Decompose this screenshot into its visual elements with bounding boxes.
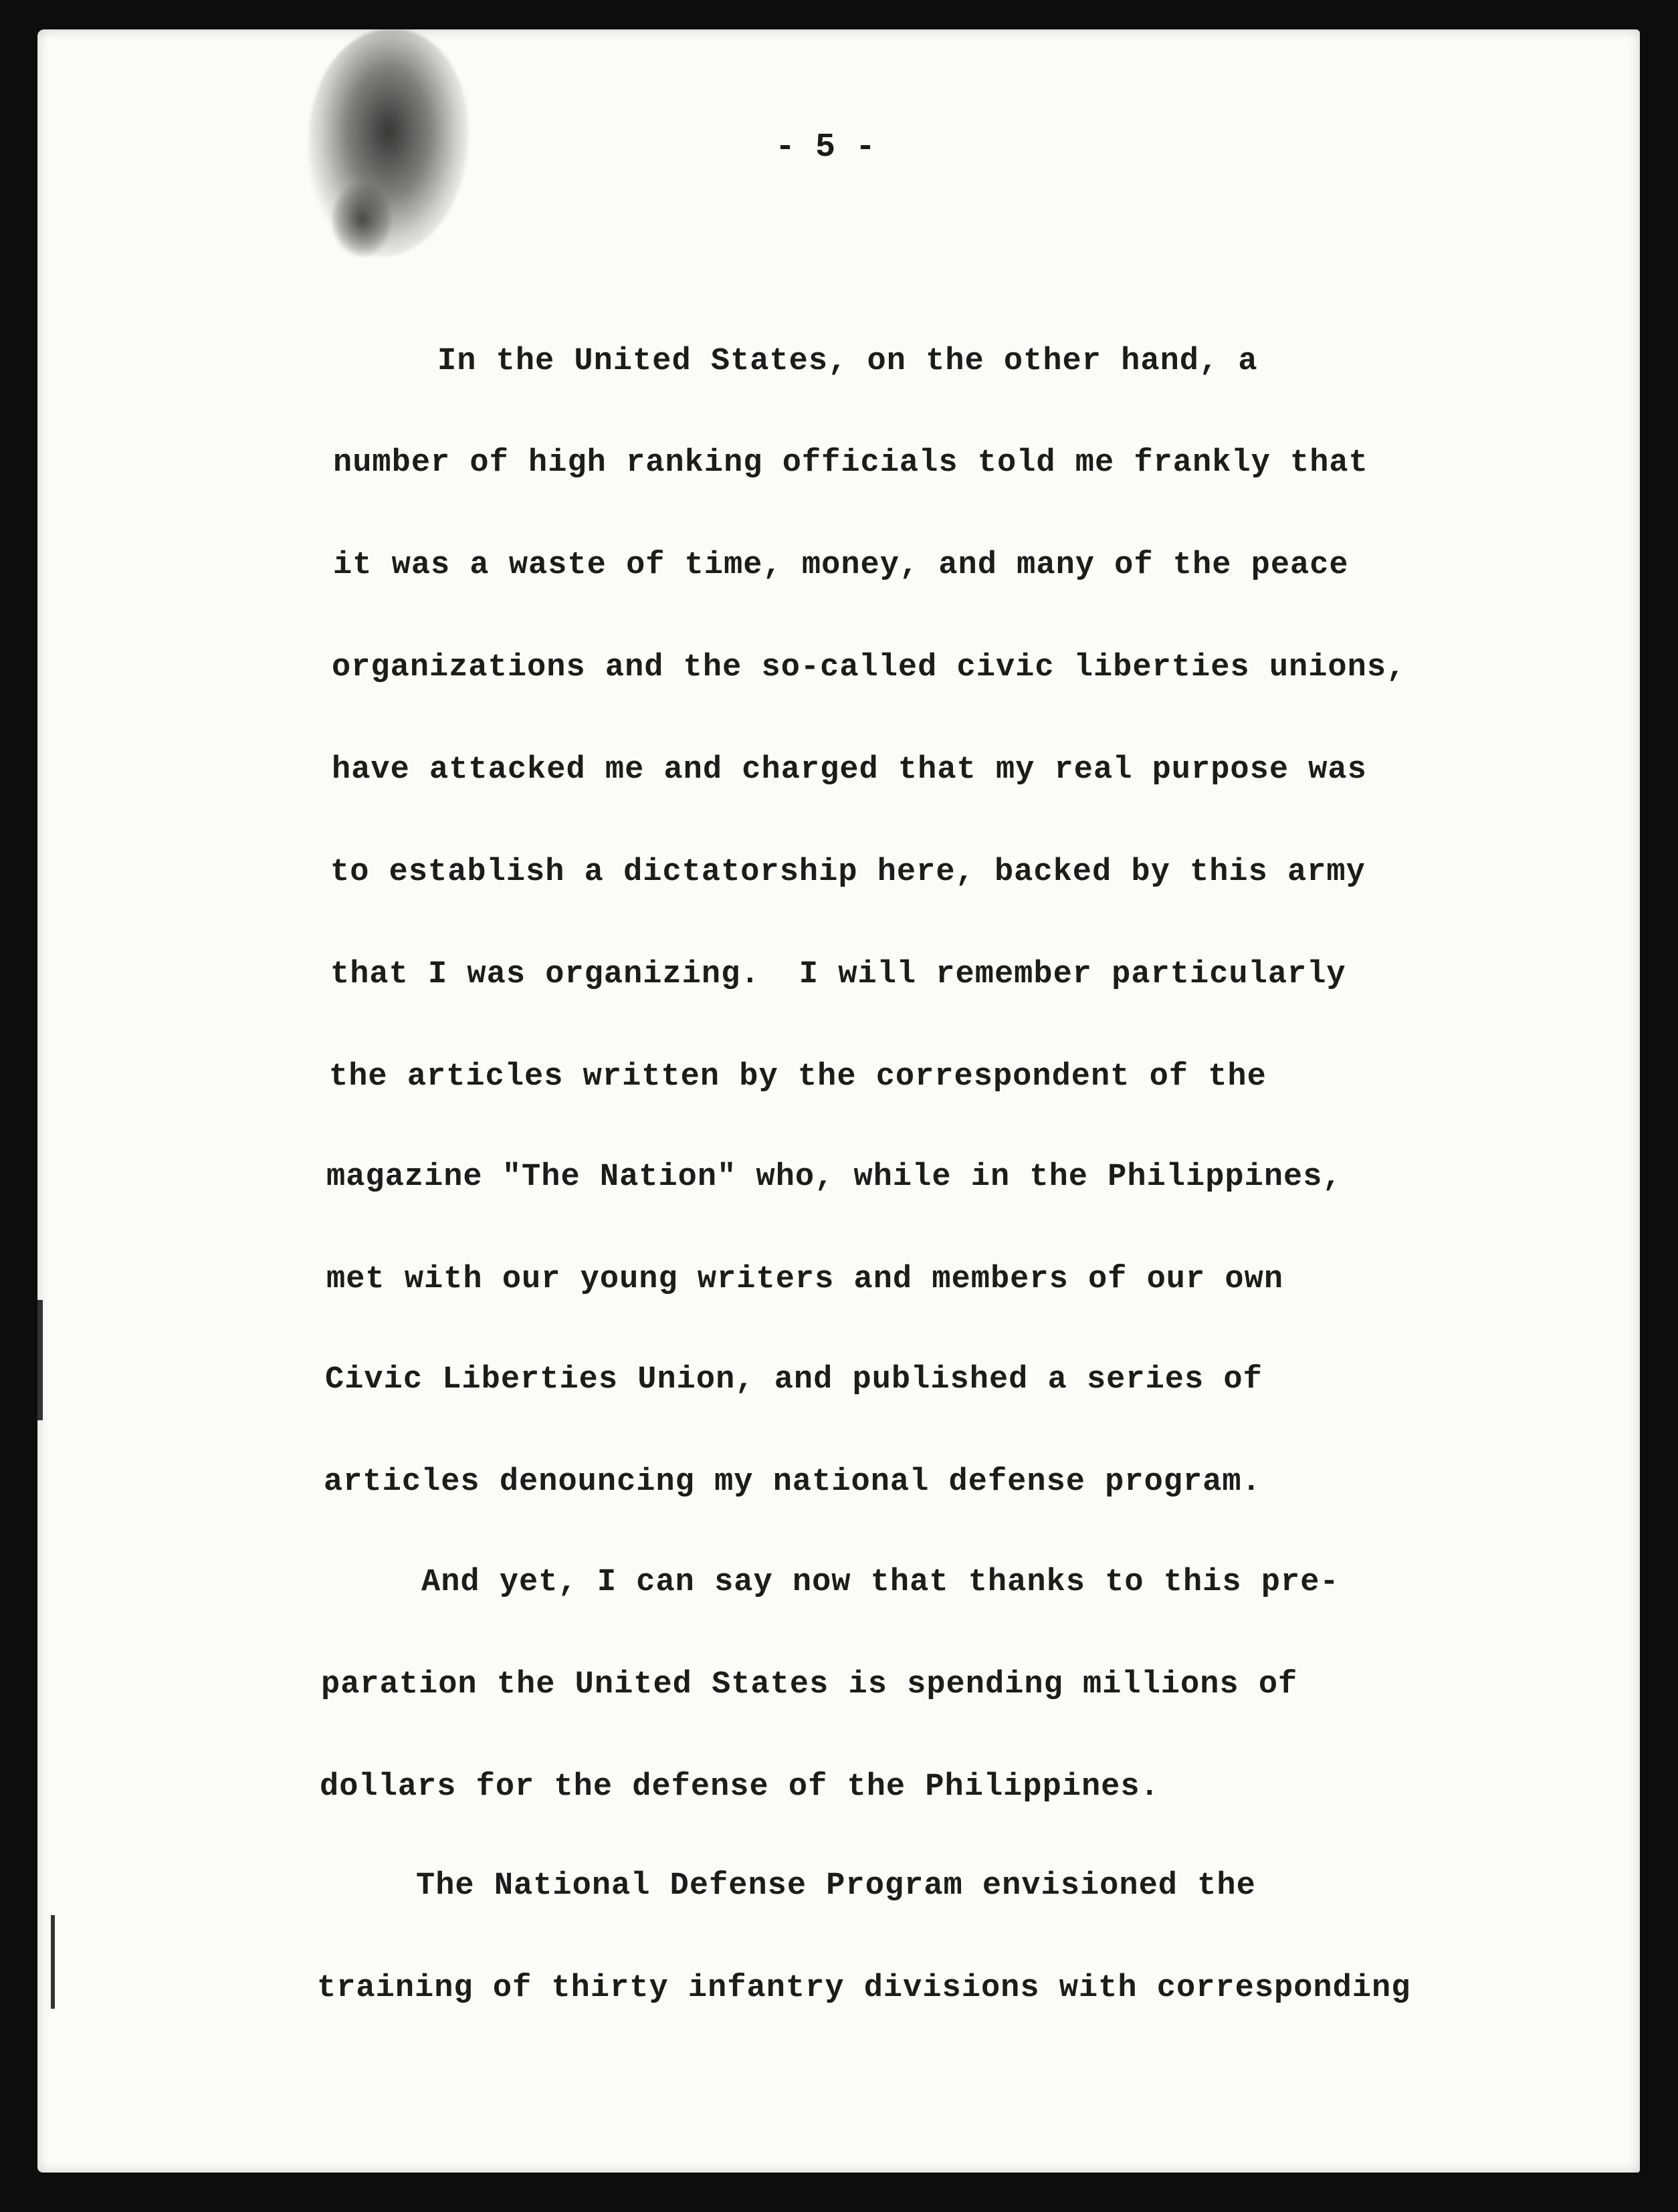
text-line-17: training of thirty infantry divisions with corresponding	[317, 1971, 1411, 2006]
text-line-6: to establish a dictatorship here, backed by this army	[330, 855, 1366, 890]
text-line-3: it was a waste of time, money, and many of the peace	[333, 548, 1349, 583]
document-page	[37, 29, 1640, 2173]
text-line-16: The National Defense Program envisioned the	[416, 1868, 1256, 1904]
text-line-12: articles denouncing my national defense program.	[324, 1464, 1261, 1500]
text-line-5: have attacked me and charged that my real purpose was	[332, 752, 1367, 788]
ink-smudge-drip	[332, 183, 392, 257]
text-line-15: dollars for the defense of the Philippines.	[320, 1769, 1160, 1805]
text-line-13: And yet, I can say now that thanks to this pre-	[421, 1565, 1340, 1600]
text-line-9: magazine "The Nation" who, while in the Philippines,	[326, 1159, 1342, 1195]
text-line-11: Civic Liberties Union, and published a series of	[325, 1362, 1263, 1398]
text-line-14: paration the United States is spending millions of	[321, 1667, 1298, 1702]
text-line-10: met with our young writers and members of our own	[326, 1262, 1284, 1297]
text-line-4: organizations and the so-called civic liberties unions,	[332, 650, 1406, 685]
edge-scan-mark	[37, 1300, 43, 1420]
text-line-2: number of high ranking officials told me frankly that	[333, 445, 1368, 481]
text-line-1: In the United States, on the other hand, a	[437, 344, 1258, 379]
text-line-8: the articles written by the correspondent of the	[329, 1059, 1267, 1095]
text-line-7: that I was organizing. I will remember particularly	[330, 957, 1346, 992]
page-number: - 5 -	[774, 128, 876, 167]
edge-scan-mark	[51, 1915, 55, 2009]
